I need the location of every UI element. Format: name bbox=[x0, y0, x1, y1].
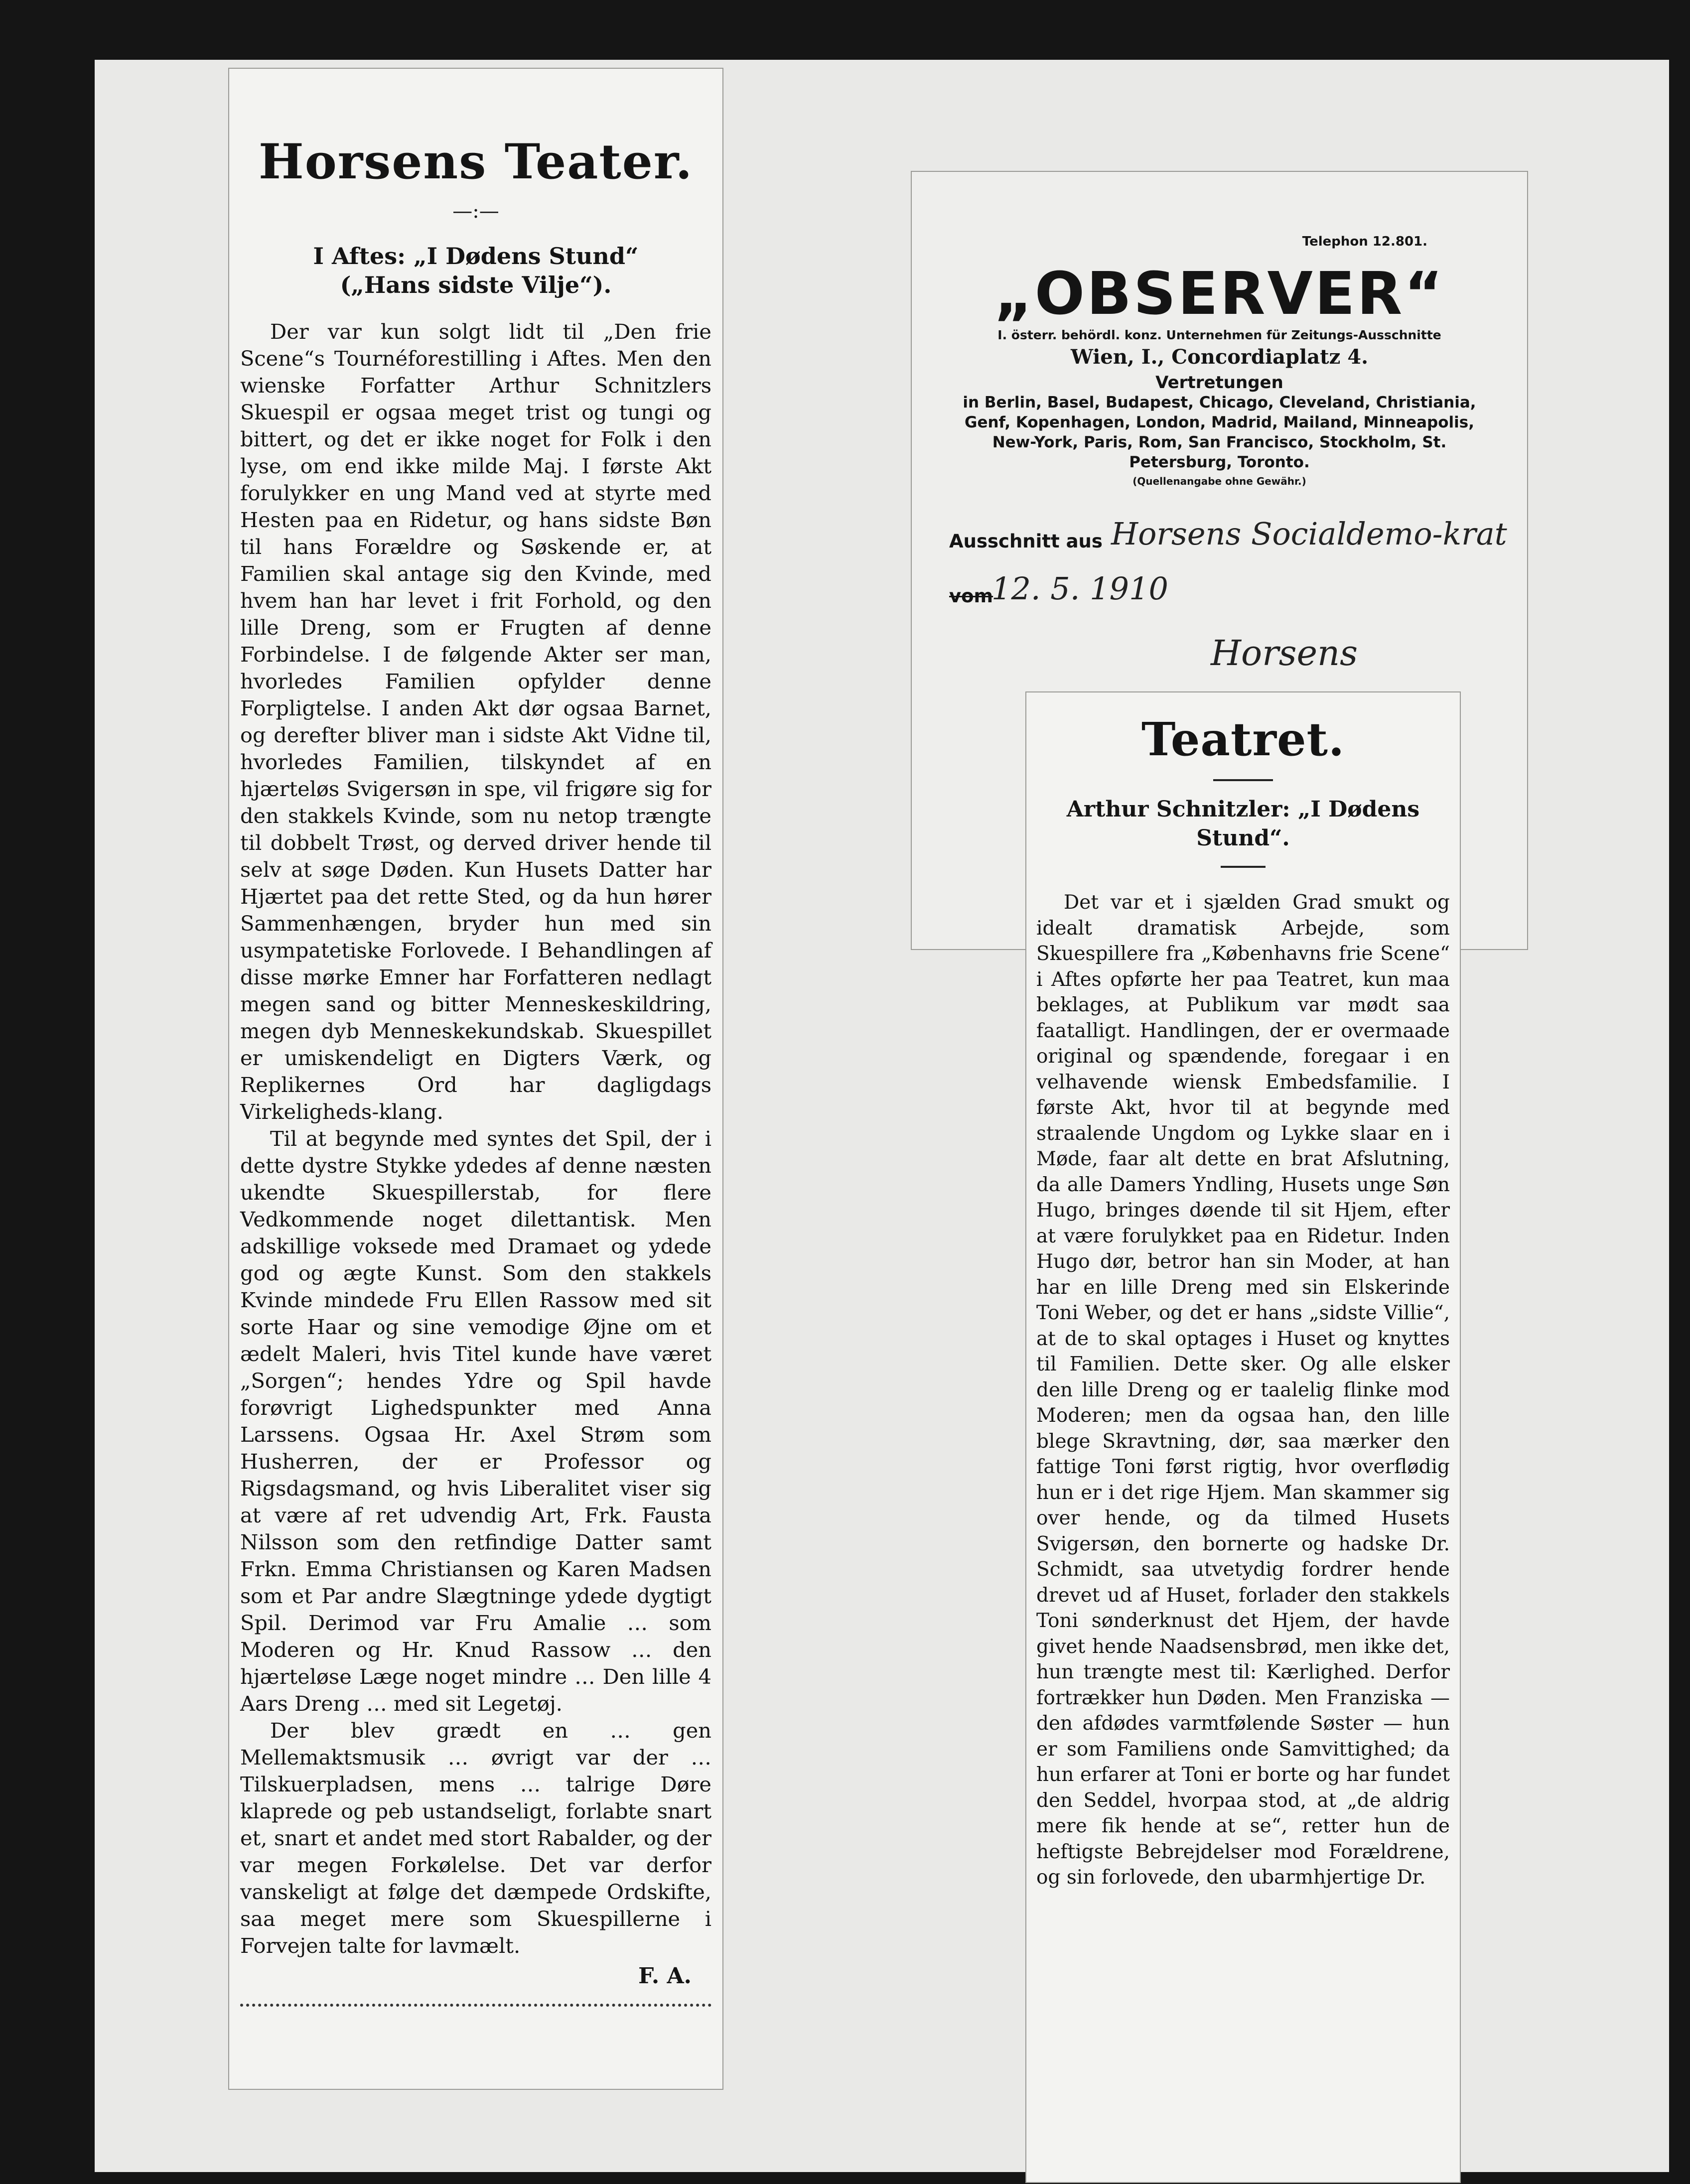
ausschnitt-label: Ausschnitt aus bbox=[949, 531, 1103, 552]
paragraph: Der blev grædt en … gen Mellemaktsmusik … øvrigt var der … Tilskuerpladsen, mens … talrige Døre klaprede og peb ustandseligt, forlabte snart et, snart et andet med stort Rabalder, og der var megen Forkølelse. Det var derfor vanskeligt at følge det dæmpede Ordskifte, saa meget mere som Skuespillerne i Forvejen talte for lavmælt. bbox=[240, 1718, 711, 1958]
newspaper-clipping-horsens-teater bbox=[229, 69, 722, 2089]
article-body bbox=[240, 318, 711, 1959]
agency-name: „OBSERVER“ bbox=[994, 259, 1445, 328]
clipping-subtitle: Arthur Schnitzler: „I Dødens Stund“. bbox=[1066, 797, 1420, 851]
small-note: (Quellenangabe ohne Gewähr.) bbox=[1132, 475, 1306, 487]
vertretungen-heading: Vertretungen bbox=[1155, 373, 1283, 393]
signature: F. A. bbox=[638, 1963, 692, 1989]
telephone: Telephon 12.801. bbox=[1302, 234, 1427, 249]
article-body bbox=[1036, 890, 1450, 1891]
separator: —:— bbox=[452, 200, 499, 223]
place-handwriting: Horsens bbox=[1211, 633, 1358, 674]
clipping-subtitle-2: („Hans sidste Vilje“). bbox=[340, 272, 612, 298]
date-handwriting: 12. 5. 1910 bbox=[991, 570, 1168, 607]
vom-label: vom bbox=[949, 585, 993, 607]
rule bbox=[1213, 779, 1273, 781]
paragraph: Det var et i sjælden Grad smukt og idealt dramatisk Arbejde, som Skuespillere fra „Københavns frie Scene“ i Aftes opførte her paa Teatret, kun maa beklages, at Publikum var mødt saa faatalligt. Handlingen, der er overmaade original og spændende, foregaar i en velhavende wiensk Embedsfamilie. I første Akt, hvor til at begynde med straalende Ungdom og Lykke slaar en i Møde, faar alt dette en brat Afslutning, da alle Damers Yndling, Husets unge Søn Hugo, bringes døende til sit Hjem, efter at være forulykket paa en Ridetur. Inden Hugo dør, betror han sin Moder, at han har en lille Dreng med sin Elskerinde Toni Weber, og det er hans „sidste Villie“, at de to skal optages i Huset og knyttes til Familien. Dette sker. Og alle elsker den lille Dreng og er taalelig flinke mod Moderen; men da ogsaa han, den lille blege Skravtning, dør, saa mærker den fattige Toni først rigtig, hvor overflødig hun er i det rige Hjem. Man skammer sig over hende, og da tilmed Husets Svigersøn, den bornerte og hadske Dr. Schmidt, saa utvetydig fordrer hende drevet ud af Huset, forlader den stakkels Toni sønderknust det Hjem, der havde givet hende Naadsensbrød, men ikke det, hun trængte mest til: Kærlighed. Derfor fortrækker hun Døden. Men Franziska — den afdødes varmtfølende Søster — hun er som Familiens onde Samvittighed; da hun erfarer at Toni er borte og har fundet den Seddel, hvorpaa stod, at „de aldrig mere fik hende at se“, retter hun de heftigste Bebrejdelser mod Forældrene, og sin forlovede, den ubarmhjertige Dr. bbox=[1036, 891, 1450, 1889]
rule bbox=[1221, 866, 1266, 868]
cities-list: in Berlin, Basel, Budapest, Chicago, Cleveland, Christiania, Genf, Kopenhagen, London, Madrid, Mailand, Minneapolis, New-York, Paris, Rom, San Francisco, Stockholm, St. Petersburg, Toronto. bbox=[963, 394, 1476, 471]
paragraph: Til at begynde med syntes det Spil, der i dette dystre Stykke ydedes af denne næsten ukendte Skuespillerstab, for flere Vedkommende noget dilettantisk. Men adskillige voksede med Dramaet og ydede god og ægte Kunst. Som den stakkels Kvinde mindede Fru Ellen Rassow med sit sorte Haar og sine vemodige Øjne om et ædelt Maleri, hvis Titel kunde have været „Sorgen“; hendes Ydre og Spil havde forøvrigt Lighedspunkter med Anna Larssens. Ogsaa Hr. Axel Strøm som Husherren, der er Professor og Rigsdagsmand, og hvis Liberalitet viser sig at være af ret udvendig Art, Frk. Fausta Nilsson som den retfindige Datter samt Frkn. Emma Christiansen og Karen Madsen som et Par andre Slægtninge ydede dygtigt Spil. Derimod var Fru Amalie … som Moderen og Hr. Knud Rassow … den hjærteløse Læge noget mindre … Den lille 4 Aars Dreng … med sit Legetøj. bbox=[240, 1126, 711, 1716]
scrapbook-page bbox=[95, 60, 1669, 2172]
source-handwriting: Horsens Socialdemo-krat bbox=[1111, 516, 1507, 552]
clipping-subtitle: I Aftes: „I Dødens Stund“ bbox=[313, 243, 639, 270]
newspaper-clipping-teatret bbox=[1026, 692, 1460, 2182]
agency-description: I. österr. behördl. konz. Unternehmen für Zeitungs-Ausschnitte bbox=[997, 328, 1441, 342]
decorative-border bbox=[240, 2004, 711, 2020]
paragraph: Der var kun solgt lidt til „Den frie Scene“s Tournéforestilling i Aftes. Men den wienske Forfatter Arthur Schnitzlers Skuespil er ogsaa meget trist og tungi og bittert, og det er ikke noget for Folk i den lyse, om end ikke milde Maj. I første Akt forulykker en ung Mand ved at styrte med Hesten paa en Ridetur, og hans sidste Bøn til hans Forældre og Søskende er, at Familien skal antage sig den Kvinde, med hvem han har levet i frit Forhold, og den lille Dreng, som er Frugten af denne Forbindelse. I de følgende Akter ser man, hvorledes Familien opfylder denne Forpligtelse. I anden Akt dør ogsaa Barnet, og derefter bliver man i sidste Akt Vidne til, hvorledes Familien, tilskyndet af en hjærteløs Svigersøn in spe, vil frigøre sig for den stakkels Kvinde, som nu netop trængte til dobbelt Trøst, og derved driver hende til selv at søge Døden. Kun Husets Datter har Hjærtet paa det rette Sted, og da hun hører Sammenhængen, bryder hun med sin usympatetiske Forlovede. I Behandlingen af disse mørke Emner har Forfatteren nedlagt megen sand og bitter Menneskeskildring, megen dyb Menneskekundskab. Skuespillet er umiskendeligt en Digters Værk, og Replikernes Ord har dagligdags Virkeligheds-klang. bbox=[240, 319, 711, 1124]
clipping-masthead: Horsens Teater. bbox=[258, 134, 693, 190]
clipping-masthead: Teatret. bbox=[1141, 712, 1345, 766]
agency-address: Wien, I., Concordiaplatz 4. bbox=[1070, 345, 1369, 369]
